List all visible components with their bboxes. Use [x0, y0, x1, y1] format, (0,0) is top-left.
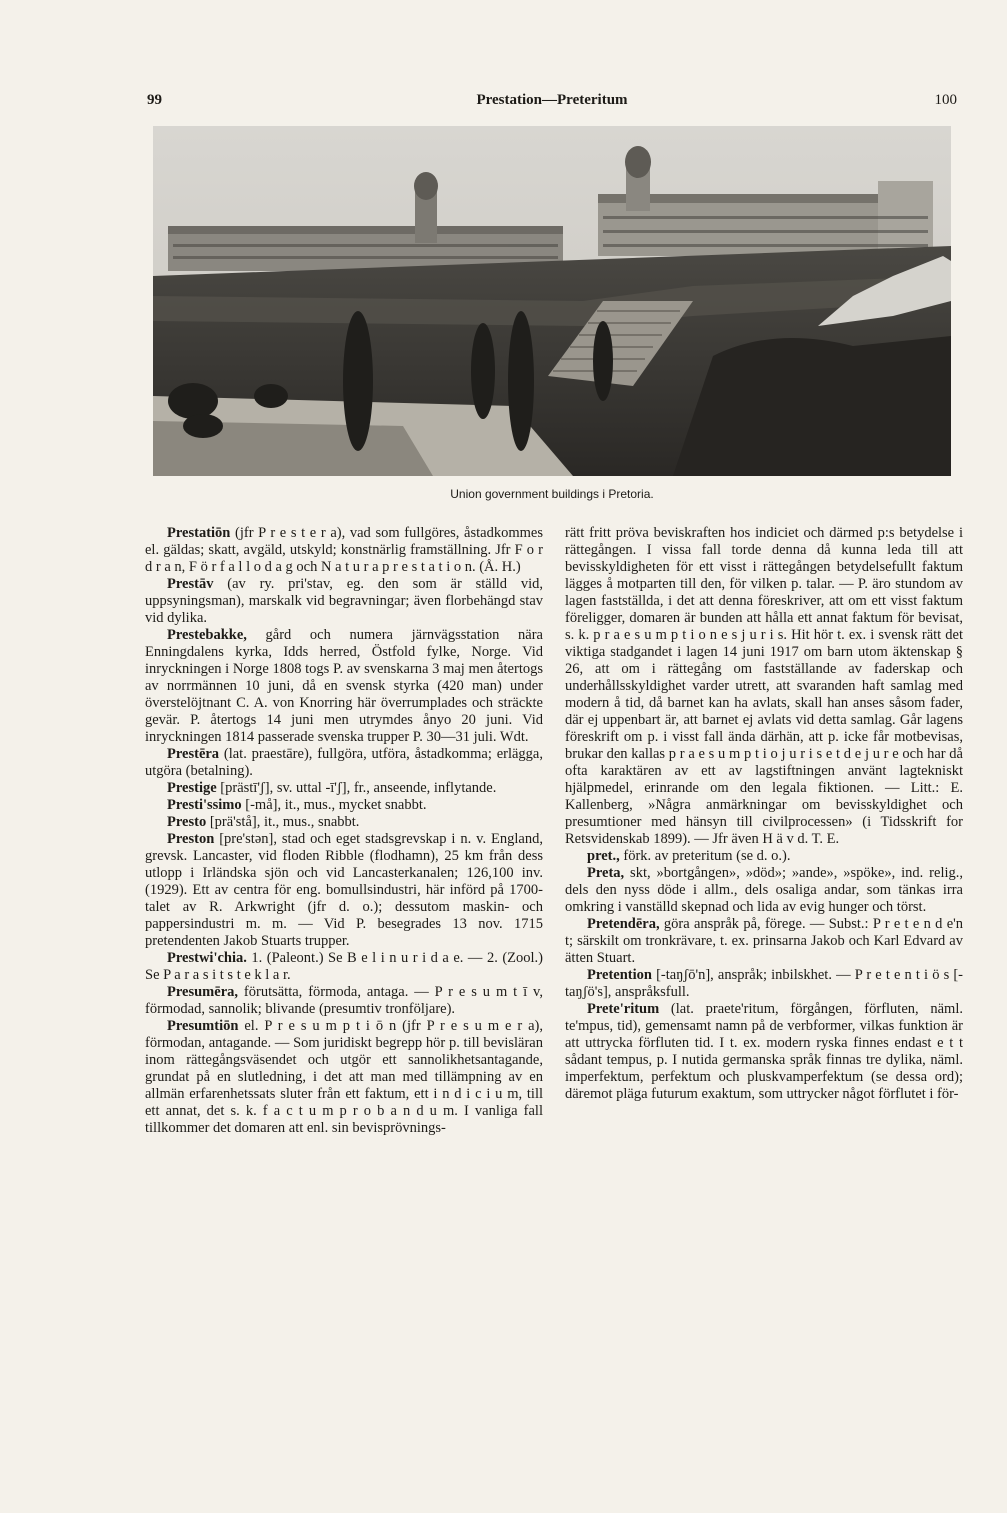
headword: Prestāv [167, 576, 214, 592]
entry-text: (av ry. pri'stav, eg. den som är ställd vid, uppsyningsman), marskalk vid begravningar; även florbehängd stav vid dylika. [145, 576, 543, 626]
page-number-left: 99 [147, 92, 162, 108]
entry-text: 1. (Paleont.) Se B e l i n u r i d a e. — 2. (Zool.) Se P a r a s i t s t e k l a r. [145, 950, 543, 983]
entry [145, 814, 543, 831]
entry-text: (jfr P r e s t e r a), vad som fullgöres, åstadkommes el. gäldas; skatt, avgäld, utskyld; konstnärlig framställning. Jfr F o r d r a n, F ö r f a l l o d a g och N a t u r a p r e s t a t i o n. (Å. H.) [145, 525, 543, 575]
entry [145, 780, 543, 797]
entry-text: skt, »bortgången», »död»; »ande», »spöke», ind. relig., dels den nyss döde i allm., dels osaliga andar, som tänkas irra omkring i vanställd skepnad och lida av evig hunger och törst. [565, 865, 963, 915]
photo-drawing [153, 126, 951, 476]
left-column [145, 525, 543, 1505]
entry [145, 627, 543, 746]
headword: Preston [167, 831, 215, 847]
photo-caption: Union government buildings i Pretoria. [450, 487, 654, 501]
entry-text: gård och numera järnvägsstation nära Enningdalens kyrka, Idds herred, Östfold fylke, Norge. Vid inryckningen i Norge 1808 togs P. av svenskarna 3 maj men återtogs av norrmännen 10 juni, då en svensk styrka (420 man) under överstelöjtnant C. A. von Knorring här överrumplades och sträckte gevär. P. återtogs 14 juni men utrymdes ånyo 20 juni. Vid inryckningen 1814 passerade svenska trupper P. 30—31 juli. Wdt. [145, 627, 543, 745]
headword: Prestatiōn [167, 525, 231, 541]
entry [145, 984, 543, 1018]
entry [565, 916, 963, 967]
entry [145, 831, 543, 950]
entry [145, 746, 543, 780]
entry-text: rätt fritt pröva beviskraften hos indiciet och därmed p:s betydelse i rättegången. I vissa fall torde denna då kunna leda till att bevisskyldigheten för ett visst i rättegången betydelsefullt faktum lägges å motparten till den, för vilken p. talar. — P. äro stundom av lagen fastställda, i det att denna föreskriver, att om ett visst faktum föreligger, domaren är bunden att hålla ett annat faktum för bevisat, s. k. p r a e s u m p t i o n e s j u r i s. Hit hör t. ex. i svensk rätt det viktiga stadgandet i lagen 14 juni 1917 om barn utom äktenskap § 26, att om i rättegång om fastställande av faderskap och underhållsskyldighet varder utrett, att svaranden haft samlag med modern å tid, då barnet kan ha avlats, skall han anses såsom fader, där ej uppenbart är, att barnet ej avlats vid detta samlag. Går lagens föreskrift om p. i visst fall ända därhän, att p. icke får motbevisas, brukar den kallas p r a e s u m p t i o j u r i s e t d e j u r e och har då ofta karaktären av ett av lagstiftningen använt lagtekniskt hjälpmedel, erinrande om den legala fiktionen. — Litt.: E. Kallenberg, »Några anmärkningar om bevisskyldighet och presumtioner med hänsyn till civilprocessen» (i Tidsskrift for Retsvidenskab 1899). — Jfr även H ä v d. T. E. [565, 525, 963, 847]
page-number-right: 100 [934, 92, 957, 108]
headword: Presto [167, 814, 207, 830]
entry [145, 576, 543, 627]
entry-text: förutsätta, förmoda, antaga. — P r e s u m t ī v, förmodad, sannolik; blivande (presumtiv tronföljare). [145, 984, 543, 1017]
entry [565, 1001, 963, 1103]
entry-text: [-taŋʃō'n], anspråk; inbilskhet. — P r e t e n t i ö s [-taŋʃö's], anspråksfull. [565, 967, 963, 1000]
entry-text: [prästī'ʃ], sv. uttal -ī'ʃ], fr., anseende, inflytande. [216, 780, 497, 796]
headword: Prestwi'chia. [167, 950, 247, 966]
entry-text: (lat. praestāre), fullgöra, utföra, åstadkomma; erlägga, utgöra (betalning). [145, 746, 543, 779]
headword: Presti'ssimo [167, 797, 242, 813]
headword: Prestige [167, 780, 217, 796]
entry-text: förk. av preteritum (se d. o.). [619, 848, 791, 864]
entry-text: (lat. praete'ritum, förgången, förfluten, näml. te'mpus, tid), gemensamt namn på de verbformer, vilkas funktion är att uttrycka förfluten tid. I t. ex. modern ryska finnes endast e t t sådant tempus, p. I nutida germanska språk finnas tre dylika, näml. imperfektum, perfektum och pluskvamperfektum (se dessa ord); däremot pläga futurum exaktum, som uttrycker något förflutet i för- [565, 1001, 963, 1102]
entry-text: [-må], it., mus., mycket snabbt. [241, 797, 427, 813]
entry-text: [prä'stå], it., mus., snabbt. [206, 814, 360, 830]
headword: Pretendēra, [587, 916, 660, 932]
headword: Pretention [587, 967, 652, 983]
page-header [147, 92, 957, 114]
running-title: Prestation—Preteritum [476, 92, 628, 108]
photo-union-buildings [153, 126, 951, 476]
headword: Prestebakke, [167, 627, 247, 643]
entry [145, 950, 543, 984]
entry [565, 865, 963, 916]
entry [145, 1018, 543, 1137]
headword: pret., [587, 848, 620, 864]
entry [145, 797, 543, 814]
entry [565, 967, 963, 1001]
headword: Presumtiōn [167, 1018, 239, 1034]
entry-text: [pre'stən], stad och eget stadsgrevskap i n. v. England, grevsk. Lancaster, vid floden Ribble (flodhamn), 25 km från dess utlopp i Irländska sjön och vid Lancasterkanalen; 126,100 inv. (1929). Ett av centra för eng. bomullsindustri, här införd på 1700-talet av R. Arkwright (jfr d. o.); dessutom maskin- och pappersindustri m. m. — Vid P. besegrades 13 nov. 1715 pretendenten Jakob Stuarts trupper. [145, 831, 543, 949]
entry-text: el. P r e s u m p t i ō n (jfr P r e s u m e r a), förmodan, antagande. — Som juridiskt begrepp hör p. till bevisläran inom rättegångsväsendet och utgör ett sannolikhetsantagande, grundat på en slutledning, i det att man med tillämpning av en allmän erfarenhetssats sluter från ett faktum, ett i n d i c i u m, till ett annat, det s. k. f a c t u m p r o b a n d u m. I vanliga fall tillkommer det domaren att enl. sin bevisprövnings- [145, 1018, 543, 1136]
right-column [565, 525, 963, 1505]
headword: Prete'ritum [587, 1001, 660, 1017]
entry [145, 525, 543, 576]
entry-text: göra anspråk på, förege. — Subst.: P r e t e n d e'n t; särskilt om tronkrävare, t. ex. prinsarna Jakob och Karl Edvard av ätten Stuart. [565, 916, 963, 966]
headword: Presumēra, [167, 984, 238, 1000]
headword: Prestēra [167, 746, 220, 762]
entry [565, 525, 963, 848]
entry [565, 848, 963, 865]
headword: Preta, [587, 865, 625, 881]
